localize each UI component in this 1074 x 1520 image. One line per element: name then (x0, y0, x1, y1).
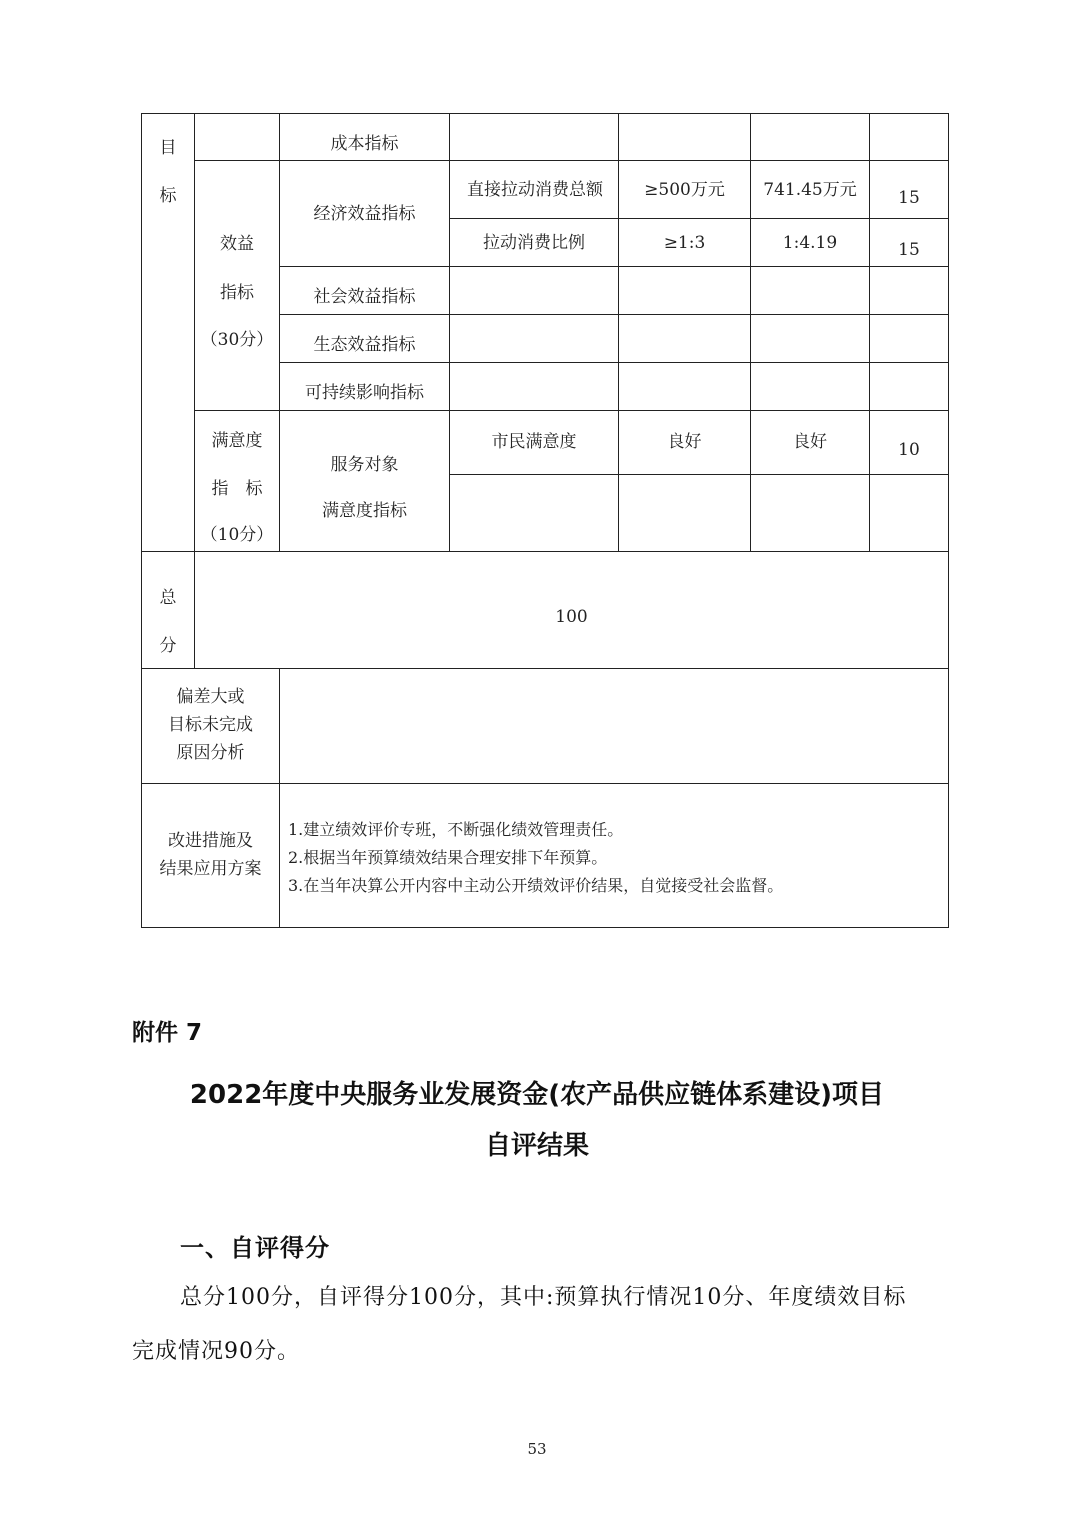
benefit-group-label-2: 指标 (220, 283, 254, 303)
paragraph-line-1: 总分100分，自评得分100分，其中:预算执行情况10分、年度绩效目标 (180, 1285, 907, 1310)
consumption-ratio-target: ≥1:3 (663, 232, 706, 253)
citizen-satisfaction-target: 良好 (667, 432, 702, 452)
consumption-ratio-actual: 1:4.19 (782, 232, 838, 253)
social-indicator-label: 社会效益指标 (313, 287, 416, 307)
direct-consumption-actual: 741.45万元 (763, 179, 857, 200)
improve-label-line-1: 改进措施及 (168, 831, 253, 851)
total-label-char-1: 总 (159, 588, 177, 608)
page-number: 53 (527, 1440, 547, 1458)
document-title-line-2: 自评结果 (484, 1131, 589, 1161)
improvement-item: 2.根据当年预算绩效结果合理安排下年预算。 (288, 848, 608, 867)
total-score-value: 100 (555, 607, 588, 627)
improvement-item: 1.建立绩效评价专班，不断强化绩效管理责任。 (288, 820, 624, 839)
goal-label-char-1: 目 (159, 138, 177, 158)
attachment-label: 附件 7 (132, 1020, 203, 1046)
econ-indicator-label: 经济效益指标 (313, 203, 416, 224)
improve-label-line-2: 结果应用方案 (159, 859, 262, 879)
improvement-item: 3.在当年决算公开内容中主动公开绩效评价结果，自觉接受社会监督。 (288, 876, 784, 895)
satisfaction-group-label-2: 指 标 (211, 479, 263, 499)
consumption-ratio-name: 拉动消费比例 (483, 232, 585, 253)
eco-indicator-label: 生态效益指标 (313, 335, 416, 355)
citizen-satisfaction-score: 10 (898, 440, 920, 460)
direct-consumption-target: ≥500万元 (644, 179, 725, 200)
improvement-list (288, 816, 783, 900)
service-indicator-label: 服务对象 (330, 455, 399, 475)
cost-indicator-label: 成本指标 (330, 134, 399, 154)
document-title-line-1: 2022年度中央服务业发展资金(农产品供应链体系建设)项目 (189, 1080, 885, 1110)
consumption-ratio-score: 15 (898, 240, 920, 260)
satisfaction-group-label: 满意度 (211, 431, 263, 451)
section-heading: 一、自评得分 (180, 1233, 330, 1262)
paragraph-line-2: 完成情况90分。 (132, 1339, 300, 1364)
benefit-group-label: 效益 (220, 234, 254, 254)
goal-label-char-2: 标 (159, 186, 177, 206)
total-label-char-2: 分 (159, 636, 177, 656)
deviation-label-line-1: 偏差大或 (176, 687, 245, 707)
service-indicator-label-2: 满意度指标 (322, 501, 407, 521)
direct-consumption-score: 15 (898, 188, 920, 208)
deviation-label-line-2: 目标未完成 (168, 715, 253, 735)
sustain-indicator-label: 可持续影响指标 (305, 383, 424, 403)
citizen-satisfaction-name: 市民满意度 (491, 432, 577, 452)
benefit-group-score: （30分） (200, 330, 274, 350)
deviation-label-line-3: 原因分析 (176, 743, 245, 763)
satisfaction-group-score: （10分） (200, 525, 274, 545)
citizen-satisfaction-actual: 良好 (793, 432, 827, 452)
direct-consumption-name: 直接拉动消费总额 (467, 180, 603, 200)
